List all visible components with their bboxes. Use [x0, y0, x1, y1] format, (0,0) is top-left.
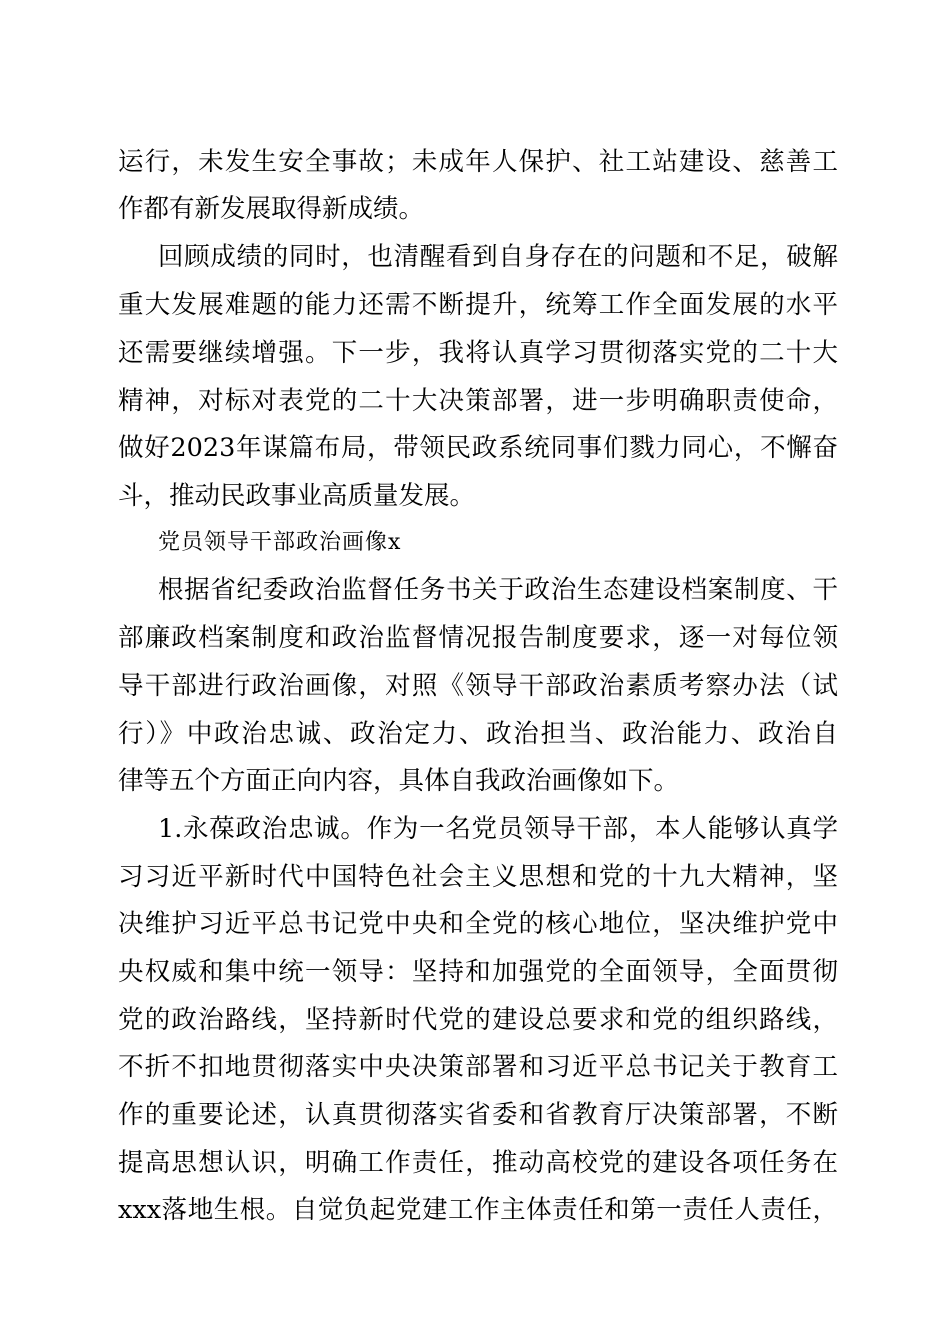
paragraph-4-line-4: 央权威和集中统一领导：坚持和加强党的全面领导，全面贯彻 — [118, 957, 838, 987]
paragraph-2-line-4: 精神，对标对表党的二十大决策部署，进一步明确职责使命， — [118, 386, 838, 416]
paragraph-3-line-1: 根据省纪委政治监督任务书关于政治生态建设档案制度、干 — [158, 575, 838, 605]
paragraph-4-line-3: 决维护习近平总书记党中央和全党的核心地位，坚决维护党中 — [118, 909, 838, 939]
paragraph-2-line-5: 做好2023年谋篇布局，带领民政系统同事们戮力同心，不懈奋 — [118, 433, 838, 463]
paragraph-4-line-9: xxx落地生根。自觉负起党建工作主体责任和第一责任人责任， — [118, 1195, 838, 1225]
paragraph-2-line-6: 斗，推动民政事业高质量发展。 — [118, 481, 476, 511]
paragraph-3-line-4: 行）》中政治忠诚、政治定力、政治担当、政治能力、政治自 — [118, 719, 838, 749]
paragraph-4-line-7: 作的重要论述，认真贯彻落实省委和省教育厅决策部署，不断 — [118, 1100, 838, 1130]
paragraph-4-line-2: 习习近平新时代中国特色社会主义思想和党的十九大精神，坚 — [118, 862, 838, 892]
paragraph-2-line-2: 重大发展难题的能力还需不断提升，统筹工作全面发展的水平 — [118, 290, 838, 320]
paragraph-2-line-1: 回顾成绩的同时，也清醒看到自身存在的问题和不足，破解 — [158, 242, 838, 272]
paragraph-4-line-5: 党的政治路线，坚持新时代党的建设总要求和党的组织路线， — [118, 1005, 838, 1035]
paragraph-1-line-1: 运行，未发生安全事故；未成年人保护、社工站建设、慈善工 — [118, 147, 838, 177]
paragraph-3-line-3: 导干部进行政治画像，对照《领导干部政治素质考察办法（试 — [118, 671, 838, 701]
paragraph-3-line-2: 部廉政档案制度和政治监督情况报告制度要求，逐一对每位领 — [118, 623, 838, 653]
paragraph-2-line-3: 还需要继续增强。下一步，我将认真学习贯彻落实党的二十大 — [118, 338, 838, 368]
paragraph-4-line-6: 不折不扣地贯彻落实中央决策部署和习近平总书记关于教育工 — [118, 1052, 838, 1082]
paragraph-4-line-1: 1.永葆政治忠诚。作为一名党员领导干部，本人能够认真学 — [158, 814, 838, 844]
paragraph-3-line-5: 律等五个方面正向内容，具体自我政治画像如下。 — [118, 766, 680, 796]
paragraph-1-line-2: 作都有新发展取得新成绩。 — [118, 194, 425, 224]
paragraph-4-line-8: 提高思想认识，明确工作责任，推动高校党的建设各项任务在 — [118, 1148, 838, 1178]
section-heading: 党员领导干部政治画像x — [158, 530, 402, 555]
